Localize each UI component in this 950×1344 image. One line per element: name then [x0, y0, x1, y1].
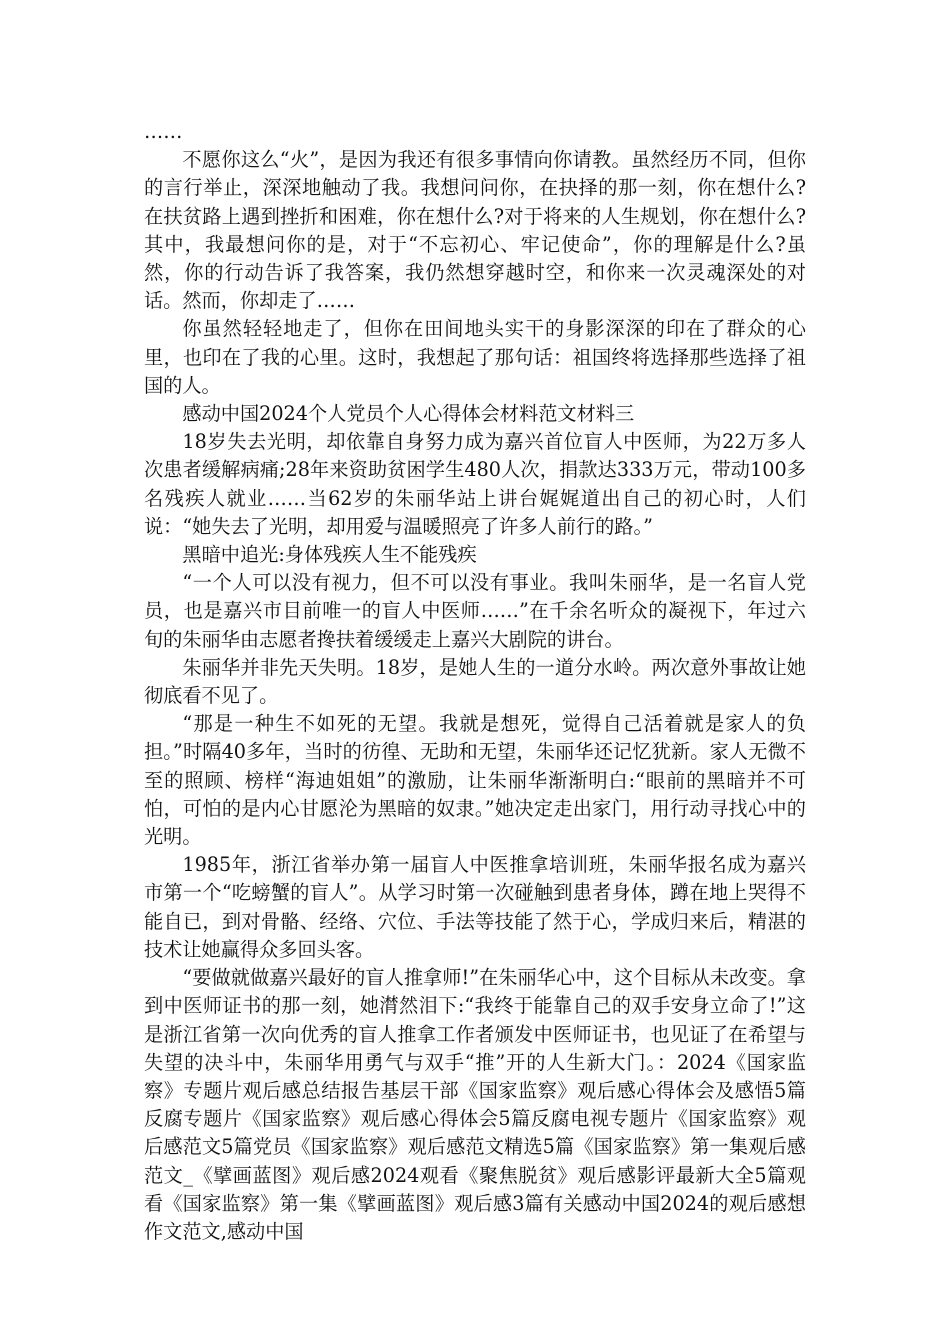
- paragraph-intro-zhulihua: 18岁失去光明，却依靠自身努力成为嘉兴首位盲人中医师，为22万多人次患者缓解病痛;28年来资助贫困学生480人次，捐款达333万元，带动100多名残疾人就业……当62岁的朱丽华站上讲台娓娓道出自己的初心时，人们说：“她失去了光明，却用爱与温暖照亮了许多人前行的路。”: [144, 430, 806, 538]
- subheading-chasing-light: 黑暗中追光:身体残疾人生不能残疾: [182, 543, 477, 567]
- ellipsis-line: ……: [144, 120, 183, 143]
- paragraph-certificate: “要做就做嘉兴最好的盲人推拿师!”在朱丽华心中，这个目标从未改变。拿到中医师证书的那一刻，她潸然泪下:“我终于能靠自己的双手安身立命了!”这是浙江省第一次向优秀的盲人推拿工作者颁发中医师证书，也见证了在希望与失望的决斗中，朱丽华用勇气与双手“推”开的人生新大门。：2024《国家监察》专题片观后感总结报告基层干部《国家监察》观后感心得体会及感悟5篇反腐专题片《国家监察》观后感心得体会5篇反腐电视专题片《国家监察》观后感范文5篇党员《国家监察》观后感范文精选5篇《国家监察》第一集观后感范文_《擘画蓝图》观后感2024观看《聚焦脱贫》观后感影评最新大全5篇观看《国家监察》第一集《擘画蓝图》观后感3篇有关感动中国2024的观后感想作文范文,感动中国: [144, 966, 806, 1243]
- paragraph-despair: “那是一种生不如死的无望。我就是想死，觉得自己活着就是家人的负担。”时隔40多年，当时的彷徨、无助和无望，朱丽华还记忆犹新。家人无微不至的照顾、榜样“海迪姐姐”的激励，让朱丽华渐渐明白:“眼前的黑暗并不可怕，可怕的是内心甘愿沦为黑暗的奴隶。”她决定走出家门，用行动寻找心中的光明。: [144, 712, 806, 849]
- paragraph-blindness: 朱丽华并非先天失明。18岁，是她人生的一道分水岭。两次意外事故让她彻底看不见了。: [144, 655, 806, 708]
- paragraph-questions: 不愿你这么“火”，是因为我还有很多事情向你请教。虽然经历不同，但你的言行举止，深深地触动了我。我想问问你，在抉择的那一刻，你在想什么?在扶贫路上遇到挫折和困难，你在想什么?对于将来的人生规划，你在想什么?其中，我最想问你的是，对于“不忘初心、牢记使命”，你的理解是什么?虽然，你的行动告诉了我答案，我仍然想穿越时空，和你来一次灵魂深处的对话。然而，你却走了……: [144, 148, 806, 313]
- paragraph-speech: “一个人可以没有视力，但不可以没有事业。我叫朱丽华，是一名盲人党员，也是嘉兴市目前唯一的盲人中医师……”在千余名听众的凝视下，年过六旬的朱丽华由志愿者搀扶着缓缓走上嘉兴大剧院的讲台。: [144, 571, 806, 651]
- paragraph-training: 1985年，浙江省举办第一届盲人中医推拿培训班，朱丽华报名成为嘉兴市第一个“吃螃蟹的盲人”。从学习时第一次碰触到患者身体，蹲在地上哭得不能自已，到对骨骼、经络、穴位、手法等技能了然于心，学成归来后，精湛的技术让她赢得众多回头客。: [144, 853, 806, 961]
- paragraph-motherland: 你虽然轻轻地走了，但你在田间地头实干的身影深深的印在了群众的心里，也印在了我的心里。这时，我想起了那句话：祖国终将选择那些选择了祖国的人。: [144, 317, 806, 397]
- document-page: [144, 118, 806, 1246]
- section-heading: 感动中国2024个人党员个人心得体会材料范文材料三: [182, 402, 635, 426]
